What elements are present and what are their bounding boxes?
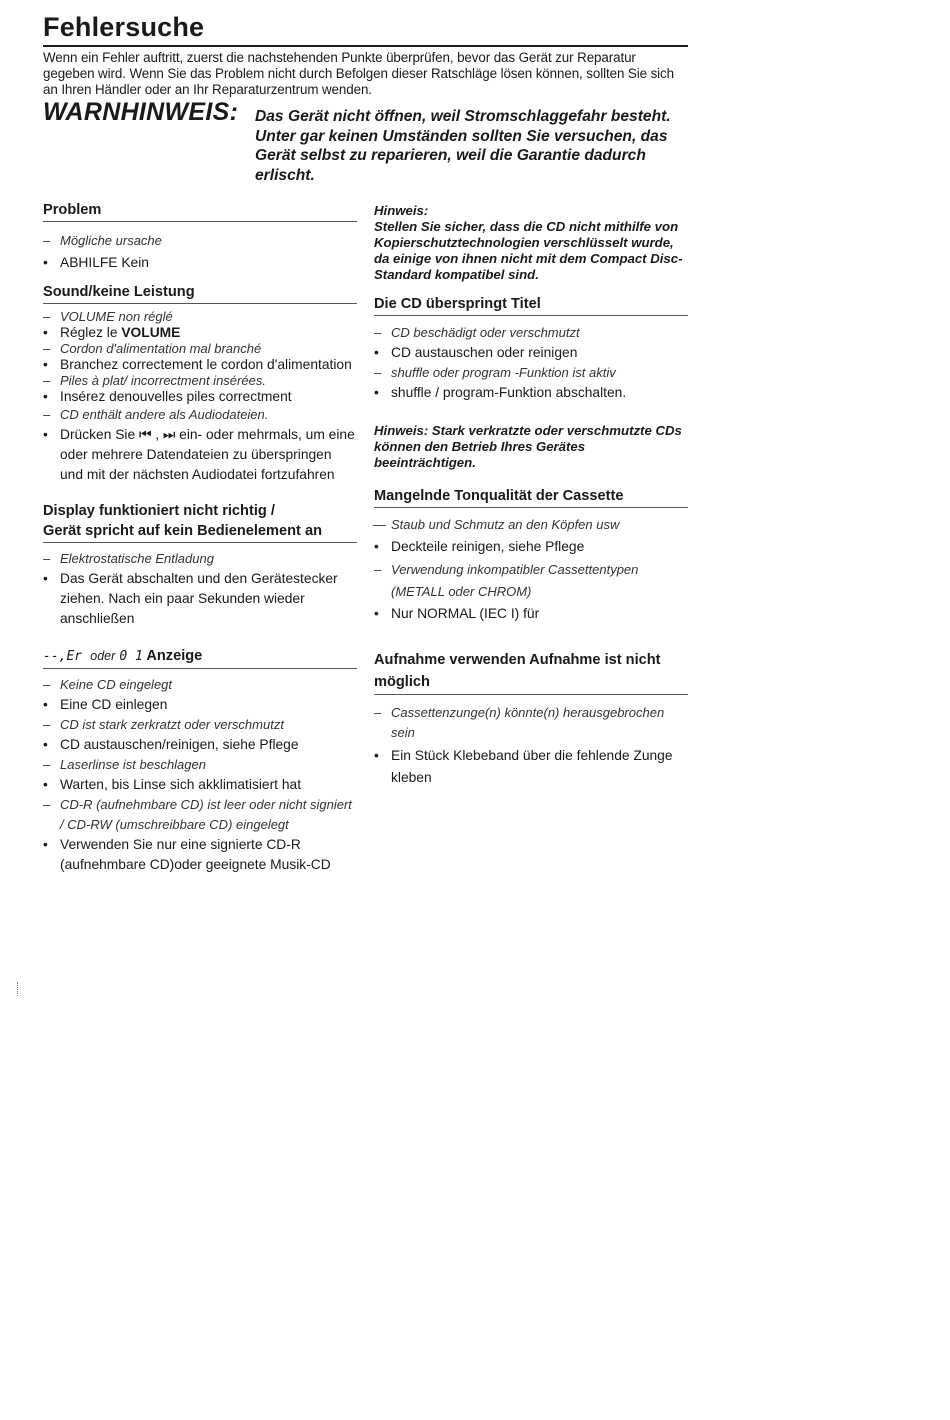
fix-item: • CD austauschen oder reinigen <box>374 345 578 360</box>
section-heading: Mangelnde Tonqualität der Cassette <box>374 486 688 508</box>
cause-item: – Mögliche ursache <box>43 231 357 251</box>
section-heading: --,Er oder 0 1 Anzeige <box>43 646 357 669</box>
fix-item: • Insérez denouvelles piles correctment <box>43 389 292 404</box>
fix-item: • ABHILFE Kein <box>43 253 357 273</box>
cause-item: – Piles à plat/ incorrectment insérées. <box>43 373 266 388</box>
cause-item: – CD beschädigt oder verschmutzt <box>374 325 580 340</box>
cause-item: – CD-R (aufnehmbare CD) ist leer oder nicht signiert / CD-RW (umschreibbare CD) eingelegt <box>43 797 352 832</box>
cause-item: – shuffle oder program -Funktion ist aktiv <box>374 365 616 380</box>
section-anzeige <box>43 646 357 875</box>
warning-label: WARNHINWEIS: <box>43 98 239 126</box>
fix-item: • Warten, bis Linse sich akklimatisiert hat <box>43 777 302 792</box>
right-column <box>374 203 688 789</box>
cause-item: – Keine CD eingelegt <box>43 677 173 692</box>
dash-marker: – <box>43 233 51 248</box>
section-skip <box>374 294 688 403</box>
cause-item: – Verwendung inkompatibler Cassettentypen (METALL oder CHROM) <box>374 562 639 599</box>
fix-item: • Drücken Sie ⏮ , ⏭ ein- oder mehrmals, um eine oder mehrere Datendateien zu überspringen und mit der nächsten Audiodatei fortzufahren <box>43 427 355 482</box>
section-heading: Display funktioniert nicht richtig / Gerät spricht auf kein Bedienelement an <box>43 501 357 543</box>
segment-display-dashes: --, <box>43 649 67 664</box>
fix-item: • Verwenden Sie nur eine signierte CD-R (aufnehmbare CD)oder geeignete Musik-CD <box>43 837 331 872</box>
note-heading: Hinweis: <box>374 203 429 218</box>
segment-display-er: Er <box>66 649 83 664</box>
fix-item: • CD austauschen/reinigen, siehe Pflege <box>43 737 299 752</box>
section-heading: Die CD überspringt Titel <box>374 294 688 316</box>
section-sound <box>43 282 357 485</box>
note-copyprotection <box>374 203 688 283</box>
warning-text: Das Gerät nicht öffnen, weil Stromschlaggefahr besteht. Unter gar keinen Umständen sollten Sie versuchen, das Gerät selbst zu reparieren, weil die Garantie dadurch erlischt. <box>255 108 671 185</box>
fix-item: • Branchez correctement le cordon d'alimentation <box>43 357 352 372</box>
section-display <box>43 501 357 629</box>
note-scratched <box>374 423 688 471</box>
segment-display-01: 0 1 <box>119 649 143 664</box>
title-rule <box>43 45 688 47</box>
cause-item: – CD ist stark zerkratzt oder verschmutzt <box>43 717 284 732</box>
cause-item: – CD enthält andere als Audiodateien. <box>43 407 269 422</box>
note-text: Hinweis: Stark verkratzte oder verschmutzte CDs können den Betrieb Ihres Gerätes beeinträchtigen. <box>374 423 682 470</box>
fix-item: • shuffle / program-Funktion abschalten. <box>374 385 627 400</box>
intro-paragraph: Wenn ein Fehler auftritt, zuerst die nachstehenden Punkte überprüfen, bevor das Gerät zur Reparatur gegeben wird. Wenn Sie das Problem nicht durch Befolgen dieser Ratschläge lösen können, sollten Sie sich an Ihren Händler oder an Ihr Reparaturzentrum wenden. <box>43 50 674 97</box>
page-title: Fehlersuche <box>43 12 205 42</box>
left-column <box>43 200 357 875</box>
cause-item: – Cordon d'alimentation mal branché <box>43 341 262 356</box>
cause-item: – Cassettenzunge(n) könnte(n) herausgebrochen sein <box>374 705 665 740</box>
fix-item: • Réglez le VOLUME <box>43 325 181 340</box>
section-recording <box>374 649 688 789</box>
cause-item: – Laserlinse ist beschlagen <box>43 757 206 772</box>
cause-item: — Staub und Schmutz an den Köpfen usw <box>373 517 620 532</box>
cut-mark <box>17 982 19 996</box>
section-heading: Sound/keine Leistung <box>43 282 357 304</box>
cause-item: – Elektrostatische Entladung <box>43 551 214 566</box>
section-heading: Problem <box>43 200 357 222</box>
section-cassette <box>374 486 688 624</box>
cause-item: – VOLUME non réglé <box>43 309 173 324</box>
fix-item: • Das Gerät abschalten und den Gerätestecker ziehen. Nach ein paar Sekunden wieder anschließen <box>43 571 338 626</box>
fix-item: • Eine CD einlegen <box>43 697 168 712</box>
fix-item: • Deckteile reinigen, siehe Pflege <box>374 539 585 554</box>
note-text: Stellen Sie sicher, dass die CD nicht mithilfe von Kopierschutztechnologien verschlüsselt wurde, da einige von ihnen nicht mit dem Compact Disc-Standard kompatibel sind. <box>374 219 683 282</box>
fix-item: • Nur NORMAL (IEC I) für <box>374 606 540 621</box>
section-problem <box>43 200 357 273</box>
section-heading: Aufnahme verwenden Aufnahme ist nicht möglich <box>374 649 688 695</box>
fix-item: • Ein Stück Klebeband über die fehlende Zunge kleben <box>374 748 673 785</box>
bullet-marker: • <box>43 255 48 270</box>
